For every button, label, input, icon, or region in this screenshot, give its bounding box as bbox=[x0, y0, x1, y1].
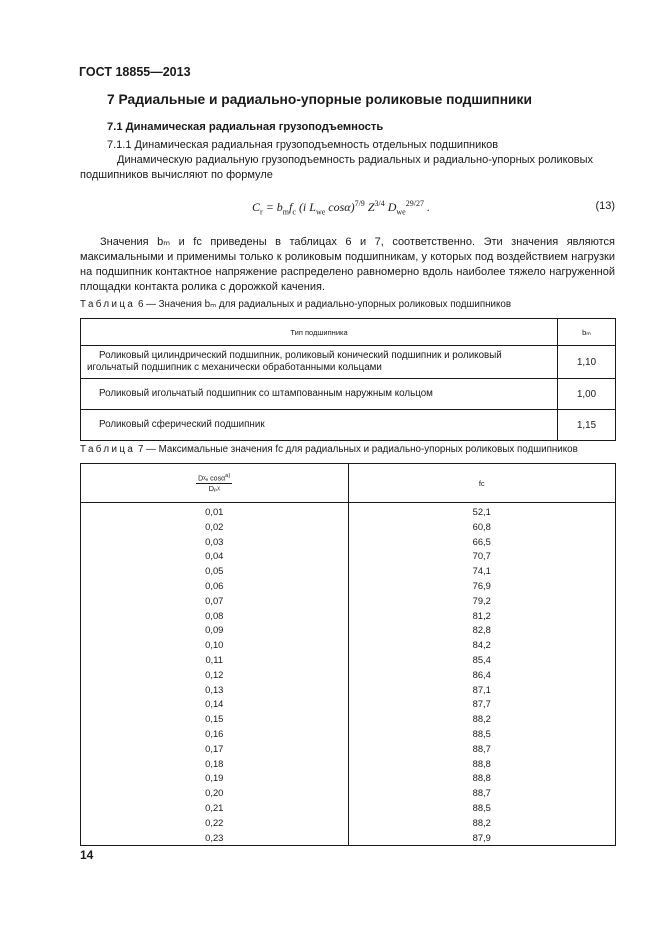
ratio-cell: 0,21 bbox=[81, 801, 349, 816]
table-row bbox=[81, 697, 616, 712]
ratio-cell: 0,05 bbox=[81, 564, 349, 579]
table-row bbox=[81, 653, 616, 668]
table-row bbox=[81, 410, 616, 441]
ratio-cell: 0,19 bbox=[81, 771, 349, 786]
fc-cell: 76,9 bbox=[348, 579, 616, 594]
ratio-cell: 0,04 bbox=[81, 549, 349, 564]
fc-cell: 82,8 bbox=[348, 623, 616, 638]
ratio-cell: 0,15 bbox=[81, 712, 349, 727]
fc-cell: 52,1 bbox=[348, 503, 616, 520]
table-row bbox=[81, 727, 616, 742]
fc-cell: 87,1 bbox=[348, 683, 616, 698]
ratio-cell: 0,07 bbox=[81, 594, 349, 609]
ratio-cell: 0,17 bbox=[81, 742, 349, 757]
table-row bbox=[81, 346, 616, 379]
ratio-cell: 0,03 bbox=[81, 535, 349, 550]
table6-header-bm: bₘ bbox=[558, 319, 616, 346]
table-row bbox=[81, 712, 616, 727]
ratio-cell: 0,13 bbox=[81, 683, 349, 698]
fc-cell: 87,9 bbox=[348, 831, 616, 846]
subsection-title: 7.1 Динамическая радиальная грузоподъемность bbox=[107, 121, 384, 133]
fc-cell: 66,5 bbox=[348, 535, 616, 550]
fc-cell: 88,2 bbox=[348, 712, 616, 727]
fc-cell: 88,8 bbox=[348, 757, 616, 772]
table-row bbox=[81, 594, 616, 609]
table6-type-cell: Роликовый цилиндрический подшипник, роликовый конический подшипник и роликовый игольчатый подшипник с механически обработанными кольцами bbox=[81, 346, 558, 379]
table6-header-type: Тип подшипника bbox=[81, 319, 558, 346]
table-row bbox=[81, 668, 616, 683]
ratio-cell: 0,01 bbox=[81, 503, 349, 520]
table6-bm-cell: 1,15 bbox=[558, 410, 616, 441]
table7-caption: Таблица 7 — Максимальные значения fᴄ для радиальных и радиально-упорных роликовых подшипников bbox=[80, 444, 578, 455]
fc-cell: 70,7 bbox=[348, 549, 616, 564]
table-row bbox=[81, 816, 616, 831]
ratio-cell: 0,18 bbox=[81, 757, 349, 772]
fc-cell: 88,5 bbox=[348, 801, 616, 816]
table-row bbox=[81, 549, 616, 564]
fc-cell: 88,7 bbox=[348, 786, 616, 801]
fc-cell: 74,1 bbox=[348, 564, 616, 579]
table7-header-ratio bbox=[81, 464, 349, 503]
ratio-cell: 0,02 bbox=[81, 520, 349, 535]
fc-cell: 88,7 bbox=[348, 742, 616, 757]
table7-header-fc: fᴄ bbox=[348, 464, 616, 503]
paragraph-values: Значения bₘ и fᴄ приведены в таблицах 6 и 7, соответственно. Эти значения являются максимальными и применимы только к роликовым подшипникам, у которых под воздействием нагрузки на подшипник контактное напряжение распределено равномерно вдоль наиболее тяжело нагруженной площадки контакта ролика с дорожкой качения. bbox=[80, 236, 615, 293]
ratio-cell: 0,12 bbox=[81, 668, 349, 683]
table6-type-cell: Роликовый сферический подшипник bbox=[81, 410, 558, 441]
table-row bbox=[81, 379, 616, 410]
fc-cell: 85,4 bbox=[348, 653, 616, 668]
table6-caption: Таблица 6 — Значения bₘ для радиальных и радиально-упорных роликовых подшипников bbox=[80, 299, 512, 310]
table-row bbox=[81, 638, 616, 653]
ratio-cell: 0,10 bbox=[81, 638, 349, 653]
ratio-cell: 0,06 bbox=[81, 579, 349, 594]
fc-cell: 60,8 bbox=[348, 520, 616, 535]
table-row bbox=[81, 801, 616, 816]
formula-number: (13) bbox=[595, 200, 615, 212]
fc-cell: 88,8 bbox=[348, 771, 616, 786]
table7 bbox=[80, 463, 616, 846]
table6-type-cell: Роликовый игольчатый подшипник со штампованным наружным кольцом bbox=[81, 379, 558, 410]
ratio-cell: 0,23 bbox=[81, 831, 349, 846]
ratio-cell: 0,08 bbox=[81, 609, 349, 624]
ratio-cell: 0,11 bbox=[81, 653, 349, 668]
ratio-fraction: $\frac{Dᵡ_e \cos\alpha^{a)}}{\text{Dₚᵡ}}$ bbox=[198, 473, 231, 493]
fc-cell: 84,2 bbox=[348, 638, 616, 653]
table-row bbox=[81, 757, 616, 772]
table-row bbox=[81, 771, 616, 786]
ratio-cell: 0,20 bbox=[81, 786, 349, 801]
fc-cell: 87,7 bbox=[348, 697, 616, 712]
ratio-cell: 0,14 bbox=[81, 697, 349, 712]
fc-cell: 81,2 bbox=[348, 609, 616, 624]
document-id: ГОСТ 18855—2013 bbox=[79, 65, 191, 79]
paragraph-dynamic-capacity: Динамическую радиальную грузоподъемность радиальных и радиально-упорных роликовых подшипников вычисляют по формуле bbox=[80, 154, 593, 181]
table-row bbox=[81, 609, 616, 624]
table-row bbox=[81, 535, 616, 550]
ratio-cell: 0,22 bbox=[81, 816, 349, 831]
formula-13 bbox=[80, 196, 615, 218]
ratio-cell: 0,16 bbox=[81, 727, 349, 742]
fc-cell: 88,5 bbox=[348, 727, 616, 742]
table-row bbox=[81, 786, 616, 801]
table-row bbox=[81, 503, 616, 520]
table-row bbox=[81, 831, 616, 846]
table6-bm-cell: 1,10 bbox=[558, 346, 616, 379]
table-row bbox=[81, 623, 616, 638]
table6 bbox=[80, 318, 616, 441]
section-title: 7 Радиальные и радиально-упорные роликовые подшипники bbox=[107, 92, 532, 107]
formula-expression: $C_r = b_mf_c$ (i $L_{we}$ cosα)$^{7/9}$ $Z^{3/4}$ $D_{we}^{29/27}$ . bbox=[252, 199, 430, 217]
table-row bbox=[81, 564, 616, 579]
ratio-cell: 0,09 bbox=[81, 623, 349, 638]
clause-7-1-1: 7.1.1 Динамическая радиальная грузоподъемность отдельных подшипников bbox=[107, 139, 499, 151]
fc-cell: 88,2 bbox=[348, 816, 616, 831]
fc-cell: 79,2 bbox=[348, 594, 616, 609]
table-row bbox=[81, 579, 616, 594]
table-row bbox=[81, 742, 616, 757]
table-row bbox=[81, 683, 616, 698]
fc-cell: 86,4 bbox=[348, 668, 616, 683]
page-number: 14 bbox=[80, 848, 94, 862]
table-row bbox=[81, 520, 616, 535]
table6-bm-cell: 1,00 bbox=[558, 379, 616, 410]
